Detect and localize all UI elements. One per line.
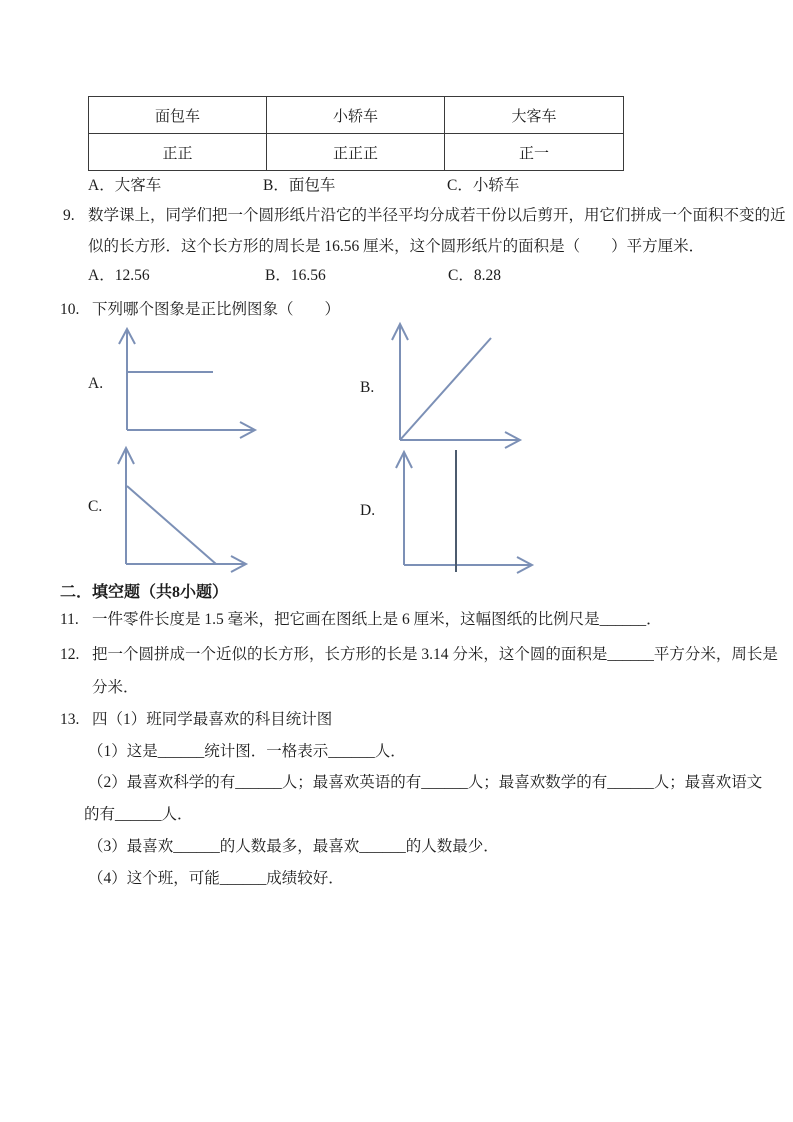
q12-text-line2: 分米． (92, 679, 139, 696)
q13-number: 13. (60, 711, 80, 728)
section-2-heading: 二．填空题（共8小题） (60, 584, 229, 601)
graph-c-decreasing-line (112, 442, 252, 568)
q9-text-line2: 似的长方形．这个长方形的周长是 16.56 厘米，这个圆形纸片的面积是（ ）平方厘米． (88, 238, 705, 255)
q9-option-a: A．12.56 (88, 267, 150, 284)
q13-sub1: （1）这是______统计图．一格表示______人． (88, 743, 406, 760)
q9-option-b: B．16.56 (265, 267, 326, 284)
graph-d-label: D. (360, 502, 376, 519)
q10-number: 10. (60, 301, 80, 318)
graph-a-label: A. (88, 375, 104, 392)
q9-option-c: C．8.28 (448, 267, 501, 284)
q11-text: 一件零件长度是 1.5 毫米，把它画在图纸上是 6 厘米，这幅图纸的比例尺是______． (92, 611, 662, 628)
table-header-cell: 面包车 (89, 97, 267, 134)
table-tally-cell: 正正正 (267, 134, 445, 170)
q12-number: 12. (60, 646, 80, 663)
tally-table (88, 96, 624, 171)
q12-text-line1: 把一个圆拼成一个近似的长方形，长方形的长是 3.14 分米，这个圆的面积是______平方分米，周长是 (92, 646, 778, 663)
q8-option-c: C．小轿车 (447, 177, 520, 194)
q11-number: 11. (60, 611, 79, 628)
table-header-cell: 小轿车 (267, 97, 445, 134)
q13-sub2-line2: 的有______人． (84, 806, 193, 823)
graph-c-label: C. (88, 498, 103, 515)
q8-option-a: A．大客车 (88, 177, 162, 194)
graph-b-proportional-line (388, 316, 528, 444)
q13-sub2-line1: （2）最喜欢科学的有______人；最喜欢英语的有______人；最喜欢数学的有______人；最喜欢语文 (88, 774, 763, 791)
graph-a-constant-line (112, 322, 262, 434)
graph-d-vertical-line (392, 446, 540, 574)
q10-text: 下列哪个图象是正比例图象（ ） (92, 301, 341, 318)
q13-text: 四（1）班同学最喜欢的科目统计图 (92, 711, 333, 728)
table-tally-cell: 正正 (89, 134, 267, 170)
q13-sub3: （3）最喜欢______的人数最多，最喜欢______的人数最少． (88, 838, 499, 855)
q9-number: 9. (63, 207, 75, 224)
q13-sub4: （4）这个班，可能______成绩较好． (88, 870, 344, 887)
decreasing-data-line (127, 486, 216, 564)
q9-text-line1: 数学课上，同学们把一个圆形纸片沿它的半径平均分成若干份以后剪开，用它们拼成一个面积不变的近 (88, 207, 786, 224)
table-tally-cell: 正一 (518, 145, 549, 162)
q8-option-b: B．面包车 (263, 177, 336, 194)
table-header-cell: 大客车 (445, 97, 623, 134)
graph-b-label: B. (360, 379, 375, 396)
increasing-data-line (400, 338, 491, 440)
